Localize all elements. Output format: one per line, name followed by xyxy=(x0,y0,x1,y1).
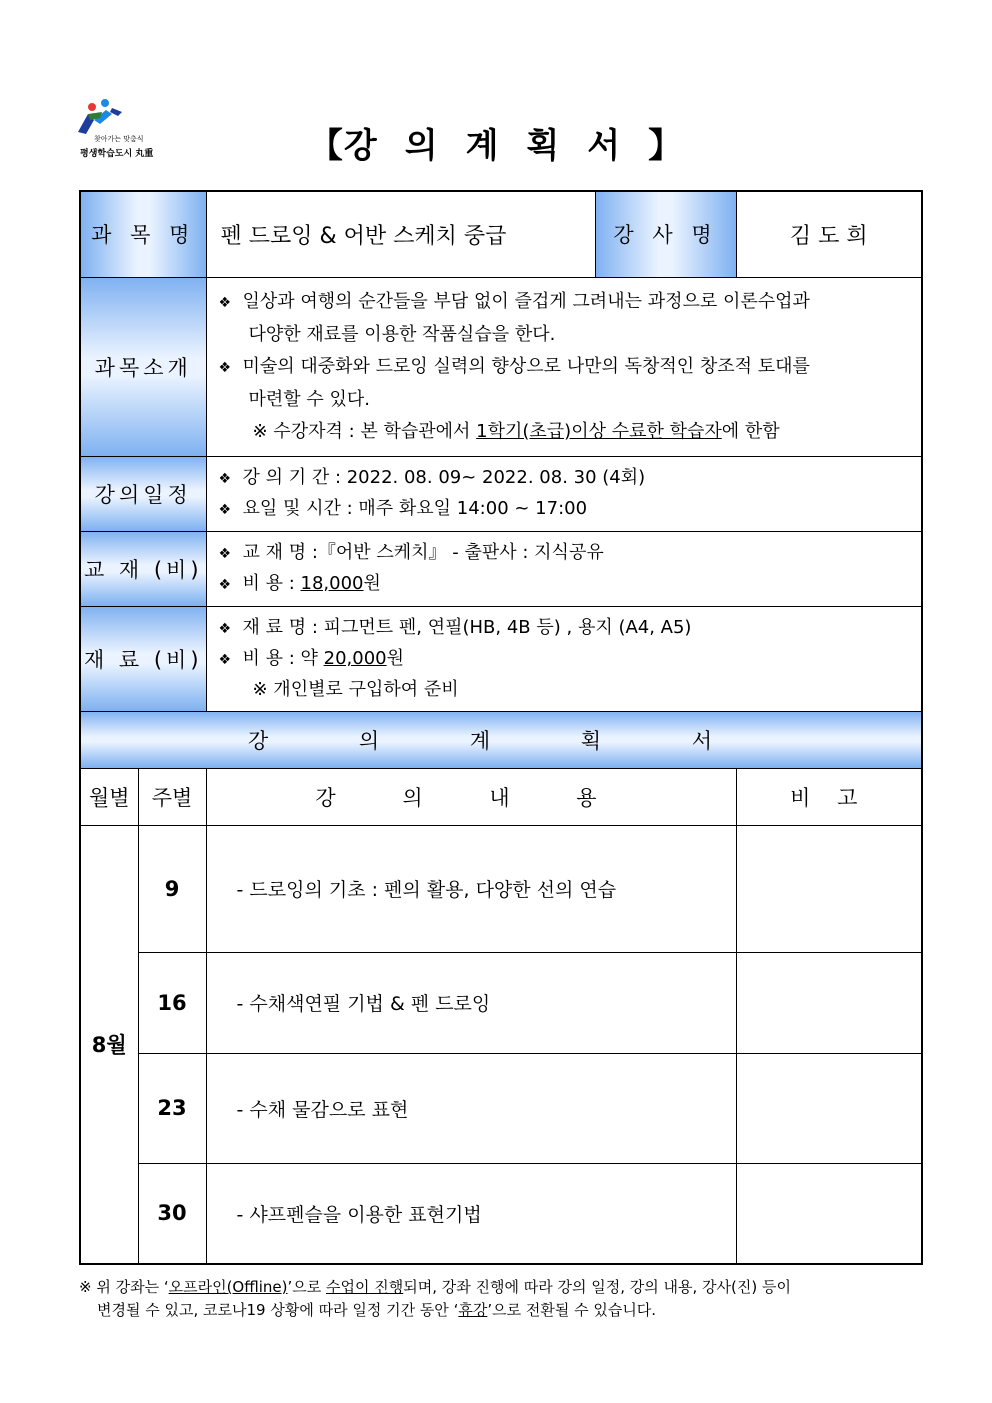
table-row xyxy=(80,1053,922,1163)
intro-line-3: 미술의 대중화와 드로잉 실력의 향상으로 나만의 독창적인 창조적 토대를 xyxy=(242,355,810,377)
content-cell: - 수채색연필 기법 & 펜 드로잉 xyxy=(206,952,736,1053)
plan-section-header-row xyxy=(80,711,922,768)
content-cell: - 드로잉의 기초 : 펜의 활용, 다양한 선의 연습 xyxy=(206,825,736,952)
remark-cell xyxy=(736,1053,922,1163)
textbook-row xyxy=(80,531,922,606)
content-cell: - 수채 물감으로 표현 xyxy=(206,1053,736,1163)
table-row xyxy=(80,952,922,1053)
footer-line-2: 변경될 수 있고, 코로나19 상황에 따라 일정 기간 동안 ‘휴강’으로 전환될 수 있습니다. xyxy=(97,1301,657,1319)
intro-content xyxy=(206,277,922,456)
table-row xyxy=(80,825,922,952)
intro-line-1: 일상과 여행의 순간들을 부담 없이 즐겁게 그려내는 과정으로 이론수업과 xyxy=(242,290,810,312)
intro-note: ※ 수강자격 : 본 학습관에서 1학기(초급)이상 수료한 학습자에 한함 xyxy=(252,420,780,442)
week-cell: 23 xyxy=(138,1053,206,1163)
col-remark-header: 비 고 xyxy=(736,768,922,825)
subject-value: 펜 드로잉 & 어반 스케치 중급 xyxy=(206,191,595,277)
subject-row xyxy=(80,191,922,277)
table-row xyxy=(80,1163,922,1264)
diamond-bullet-icon: ❖ xyxy=(218,576,232,593)
lecture-plan-table xyxy=(79,190,923,1265)
title-text: 강의계획서 xyxy=(343,126,649,166)
col-week-header: 주별 xyxy=(138,768,206,825)
subject-label: 과 목 명 xyxy=(80,191,206,277)
document-title xyxy=(0,118,992,167)
plan-column-header-row xyxy=(80,768,922,825)
title-bracket-open: 【 xyxy=(308,126,344,166)
instructor-label: 강 사 명 xyxy=(595,191,736,277)
content-cell: - 샤프펜슬을 이용한 표현기법 xyxy=(206,1163,736,1264)
diamond-bullet-icon: ❖ xyxy=(218,501,232,518)
schedule-time: 요일 및 시간 : 매주 화요일 14:00 ~ 17:00 xyxy=(242,497,588,519)
week-cell: 9 xyxy=(138,825,206,952)
title-bracket-close: 】 xyxy=(648,126,684,166)
instructor-value: 김 도 희 xyxy=(736,191,922,277)
week-cell: 16 xyxy=(138,952,206,1053)
schedule-row xyxy=(80,456,922,531)
material-row xyxy=(80,606,922,711)
intro-line-4: 마련할 수 있다. xyxy=(248,388,370,410)
col-month-header: 월별 xyxy=(80,768,138,825)
material-note: ※ 개인별로 구입하여 준비 xyxy=(252,679,459,700)
diamond-bullet-icon: ❖ xyxy=(218,470,232,487)
intro-line-2: 다양한 재료를 이용한 작품실습을 한다. xyxy=(248,323,556,345)
material-cost: 20,000 xyxy=(323,648,387,669)
material-content: ❖ 재 료 명 : 피그먼트 펜, 연필(HB, 4B 등) , 용지 (A4, A5) ❖ 비 용 : 약 20,000원 ※ 개인별로 구입하여 준비 xyxy=(206,606,922,711)
intro-label: 과목소개 xyxy=(80,277,206,456)
textbook-content: ❖ 교 재 명 :『어반 스케치』 - 출판사 : 지식공유 ❖ 비 용 : 18,000원 xyxy=(206,531,922,606)
diamond-bullet-icon: ❖ xyxy=(218,294,232,311)
textbook-name: 교 재 명 :『어반 스케치』 - 출판사 : 지식공유 xyxy=(242,541,604,563)
schedule-label: 강의일정 xyxy=(80,456,206,531)
plan-section-title: 강 의 계 획 서 xyxy=(80,711,922,768)
footer-note xyxy=(79,1276,921,1322)
material-label: 재 료 (비) xyxy=(80,606,206,711)
material-name: 재 료 명 : 피그먼트 펜, 연필(HB, 4B 등) , 용지 (A4, A5) xyxy=(242,617,692,638)
col-content-header: 강 의 내 용 xyxy=(206,768,736,825)
footer-line-1: ※ 위 강좌는 ‘오프라인(Offline)’으로 수업이 진행되며, 강좌 진행에 따라 강의 일정, 강의 내용, 강사(진) 등이 xyxy=(79,1278,791,1296)
textbook-cost: 18,000 xyxy=(300,572,364,594)
diamond-bullet-icon: ❖ xyxy=(218,545,232,562)
textbook-label: 교 재 (비) xyxy=(80,531,206,606)
logo-tagline: 찾아가는 맞춤식 xyxy=(94,135,144,143)
diamond-bullet-icon: ❖ xyxy=(218,652,232,668)
week-cell: 30 xyxy=(138,1163,206,1264)
schedule-content xyxy=(206,456,922,531)
eligibility-underlined: 1학기(초급)이상 수료한 학습자 xyxy=(476,420,722,442)
logo-name: 평생학습도시 丸重 xyxy=(80,149,154,159)
remark-cell xyxy=(736,825,922,952)
diamond-bullet-icon: ❖ xyxy=(218,621,232,637)
remark-cell xyxy=(736,1163,922,1264)
intro-row xyxy=(80,277,922,456)
month-cell: 8월 xyxy=(80,825,138,1264)
schedule-period: 강 의 기 간 : 2022. 08. 09~ 2022. 08. 30 (4회) xyxy=(242,466,646,488)
diamond-bullet-icon: ❖ xyxy=(218,359,232,376)
remark-cell xyxy=(736,952,922,1053)
